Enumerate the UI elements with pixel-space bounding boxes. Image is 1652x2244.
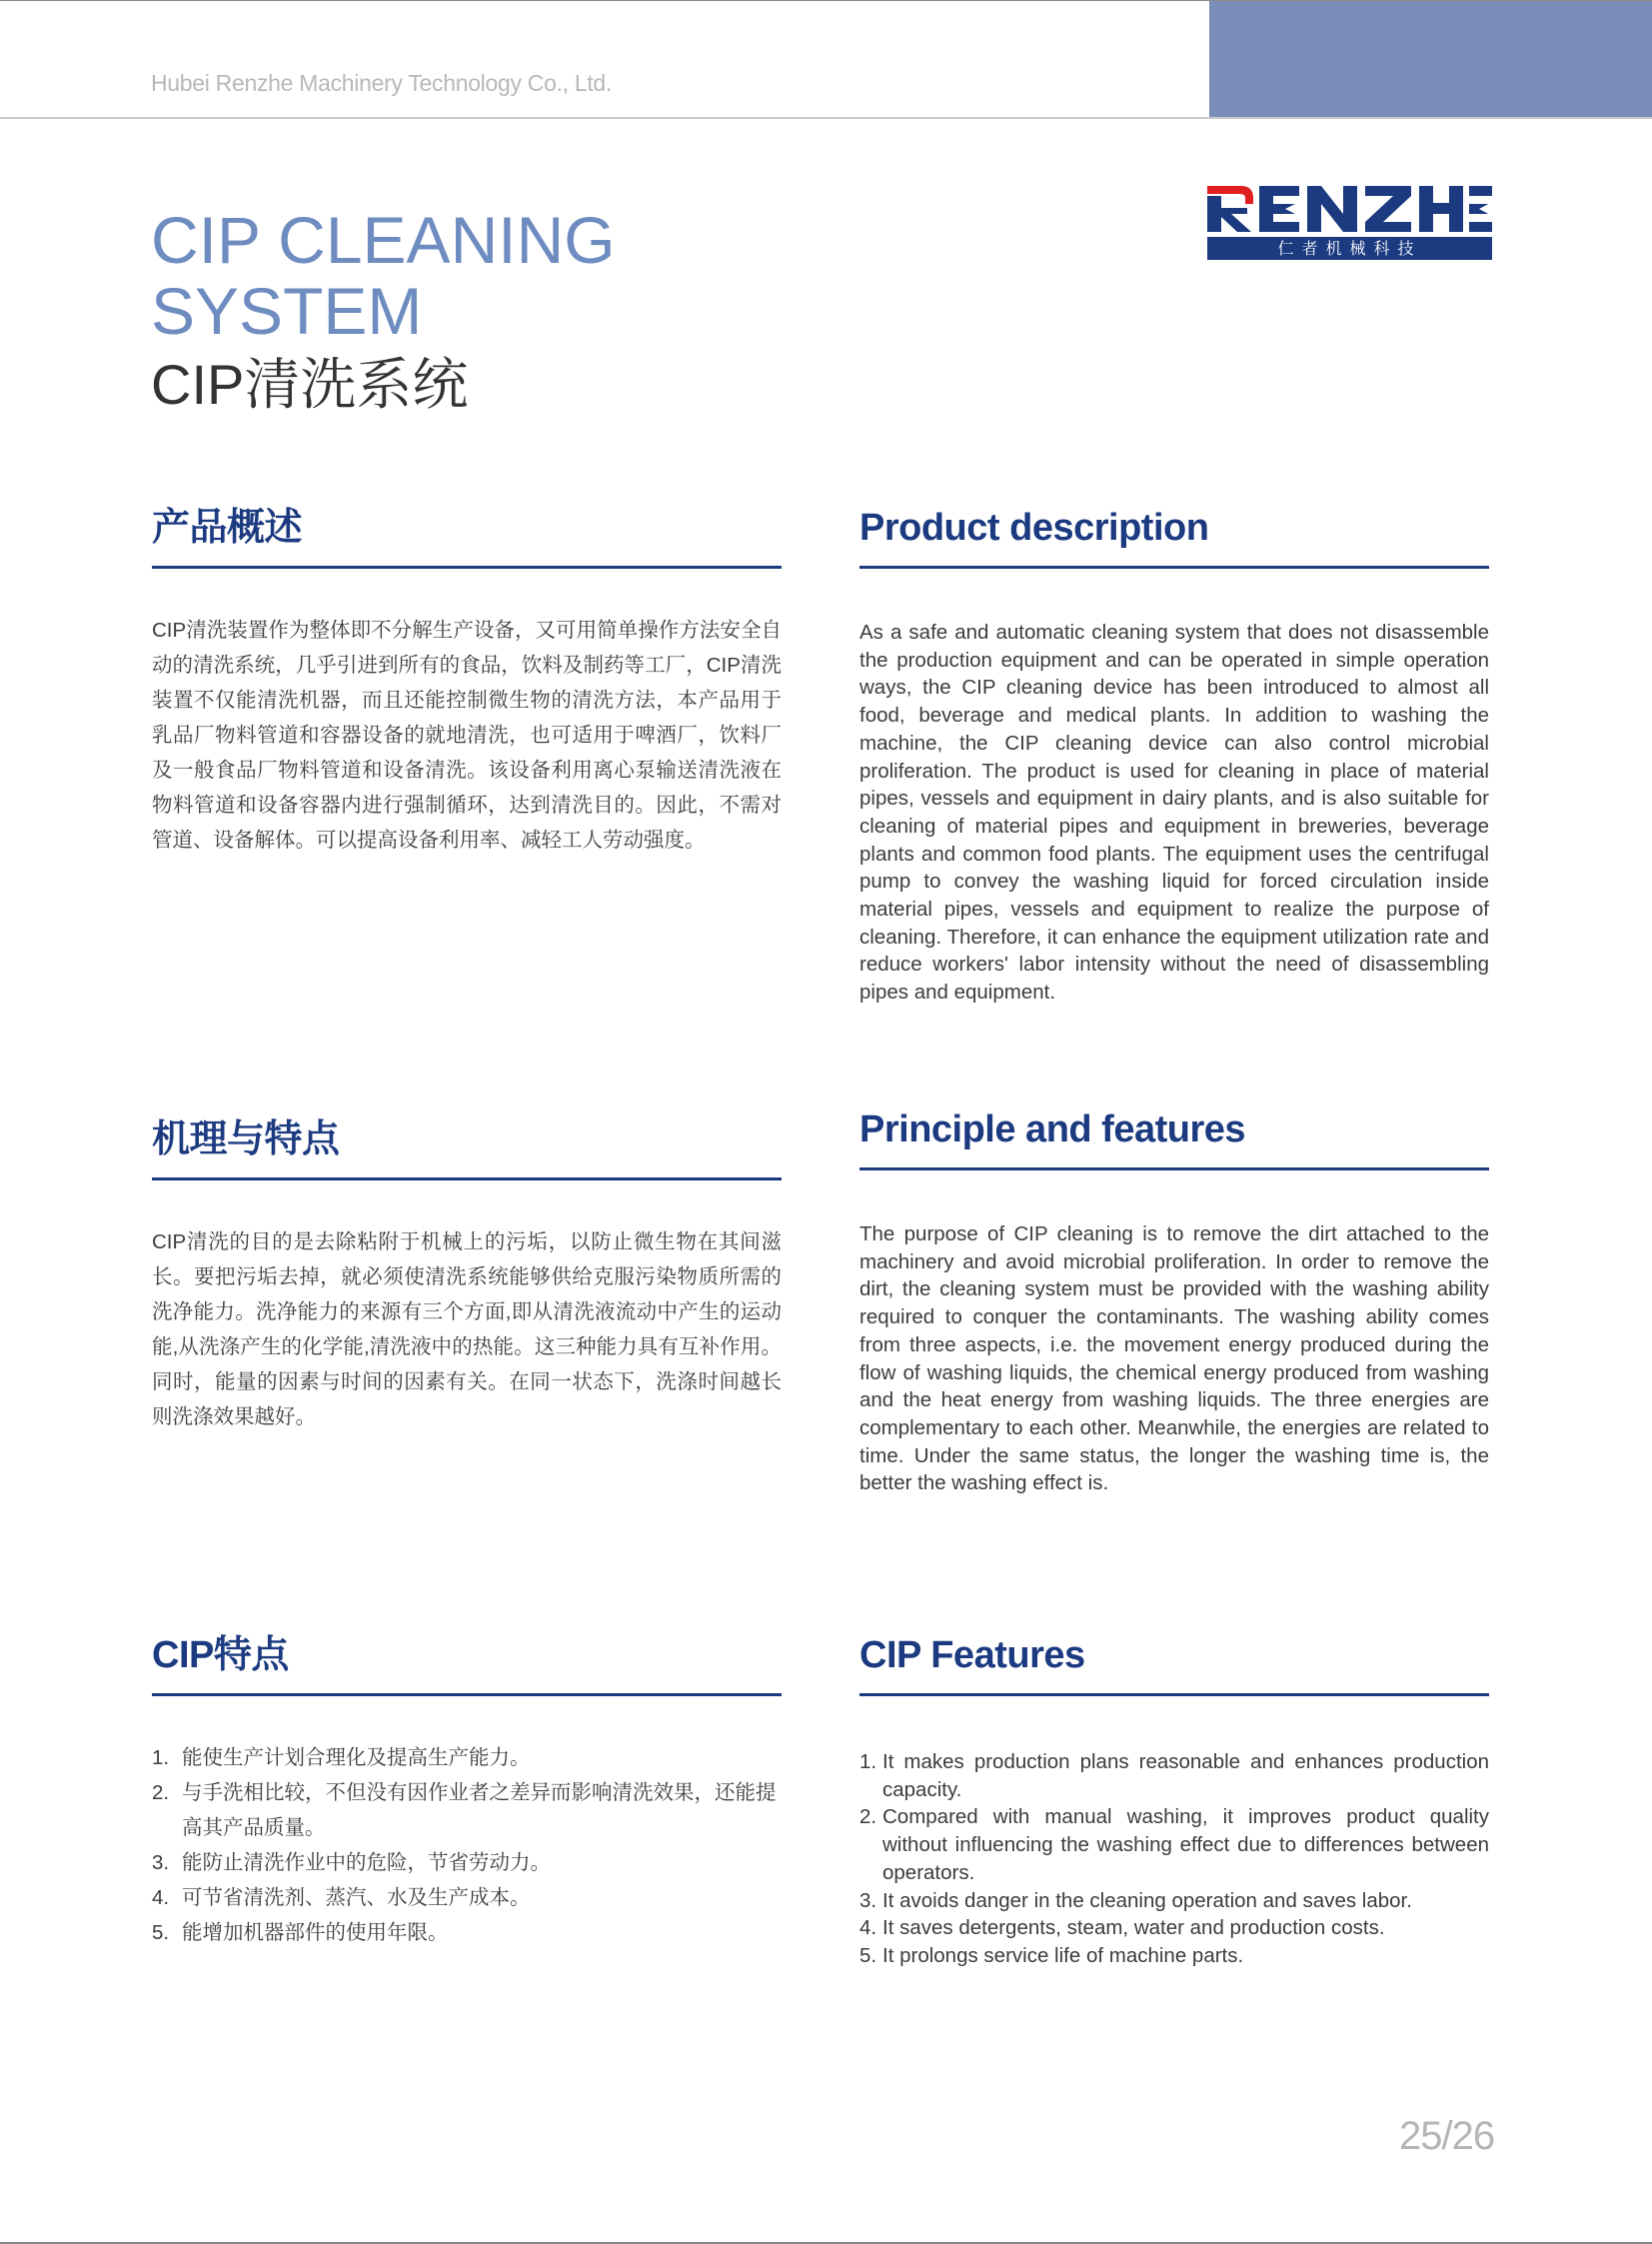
page-title-en-line2: SYSTEM — [151, 274, 423, 348]
section-heading: Product description — [859, 507, 1209, 549]
section-divider — [859, 566, 1489, 569]
page-title-en — [151, 205, 616, 347]
section-divider — [859, 1693, 1489, 1696]
list-item: 3. It avoids danger in the cleaning operation and saves labor. — [859, 1888, 1412, 1912]
renzhe-logo — [1207, 174, 1492, 262]
header-accent-block — [1209, 1, 1652, 117]
list-item: 2. Compared with manual washing, it improves product quality without influencing the washing effect due to differences between operators. — [859, 1805, 1489, 1884]
section-body: As a safe and automatic cleaning system that does not disassemble the production equipment and can be operated in simple operation ways, the CIP cleaning device has been introduced to almost all food, beverage and medical plants. In addition to washing the machine, the CIP cleaning device can also control microbial proliferation. The product is used for cleaning in place of material pipes, vessels and equipment in dairy plants, and is also suitable for cleaning of material pipes and equipment in breweries, beverage plants and common food plants. The equipment uses the centrifugal pump to convey the washing liquid for forced circulation inside material pipes, vessels and equipment to realize the purpose of cleaning. Therefore, it can enhance the equipment utilization rate and reduce workers' labor intensity without the need of disassembling pipes and equipment. — [859, 621, 1489, 1005]
list-item: 5. It prolongs service life of machine parts. — [859, 1943, 1244, 1967]
section-heading: 机理与特点 — [152, 1119, 340, 1160]
section-heading: CIP特点 — [152, 1634, 289, 1676]
feature-list-en — [859, 1748, 1489, 1970]
section-features-en — [859, 1633, 1489, 1970]
section-features-cn — [152, 1633, 782, 1950]
list-item: 3. 能防止清洗作业中的危险，节省劳动力。 — [152, 1851, 551, 1874]
list-item: 4. 可节省清洗剂、蒸汽、水及生产成本。 — [152, 1886, 531, 1909]
section-principle-en — [859, 1108, 1489, 1497]
list-item: 1. 能使生产计划合理化及提高生产能力。 — [152, 1746, 531, 1769]
section-heading: Principle and features — [859, 1109, 1246, 1150]
list-item: 4. It saves detergents, steam, water and production costs. — [859, 1916, 1385, 1940]
section-overview-en — [859, 506, 1489, 1007]
list-item: 1. It makes production plans reasonable and enhances production capacity. — [859, 1750, 1489, 1801]
header-divider — [0, 117, 1652, 119]
section-heading: 产品概述 — [152, 507, 303, 549]
section-heading: CIP Features — [859, 1634, 1085, 1676]
logo-subtitle: 仁者机械科技 — [1277, 239, 1422, 258]
section-divider — [152, 1693, 782, 1696]
page-title-en-line1: CIP CLEANING — [151, 203, 616, 277]
section-principle-cn — [152, 1118, 782, 1434]
list-item: 5. 能增加机器部件的使用年限。 — [152, 1921, 449, 1944]
section-divider — [859, 1167, 1489, 1170]
section-body: The purpose of CIP cleaning is to remove the dirt attached to the machinery and avoid microbial proliferation. In order to remove the dirt, the cleaning system must be provided with the washing ability required to conquer the contaminants. The washing ability comes from three aspects, i.e. the movement energy produced during the flow of washing liquids, the chemical energy produced from washing and the heat energy from washing liquids. The three energies are complementary to each other. Meanwhile, the energies are related to time. Under the same status, the longer the washing time is, the better the washing effect is. — [859, 1222, 1489, 1495]
section-divider — [152, 566, 782, 569]
page-number: 25/26 — [1399, 2114, 1495, 2158]
company-name: Hubei Renzhe Machinery Technology Co., Ltd. — [151, 70, 613, 96]
list-item: 2. 与手洗相比较，不但没有因作业者之差异而影响清洗效果，还能提高其产品质量。 — [152, 1781, 777, 1839]
section-body: CIP清洗装置作为整体即不分解生产设备，又可用简单操作方法安全自动的清洗系统，几乎引进到所有的食品，饮料及制药等工厂，CIP清洗装置不仅能清洗机器，而且还能控制微生物的清洗方法，本产品用于乳品厂物料管道和容器设备的就地清洗，也可适用于啤酒厂，饮料厂及一般食品厂物料管道和设备清洗。该设备利用离心泵输送清洗液在物料管道和设备容器内进行强制循环，达到清洗目的。因此，不需对管道、设备解体。可以提高设备利用率、减轻工人劳动强度。 — [152, 619, 782, 852]
feature-list-cn — [152, 1740, 782, 1950]
section-body: CIP清洗的目的是去除粘附于机械上的污垢，以防止微生物在其间滋长。要把污垢去掉，就必须使清洗系统能够供给克服污染物质所需的洗净能力。洗净能力的来源有三个方面,即从清洗液流动中产生的运动能,从洗涤产生的化学能,清洗液中的热能。这三种能力具有互补作用。同时，能量的因素与时间的因素有关。在同一状态下，洗涤时间越长则洗涤效果越好。 — [152, 1230, 782, 1428]
section-divider — [152, 1177, 782, 1180]
section-overview-cn — [152, 506, 782, 858]
page-title-cn: CIP清洗系统 — [151, 353, 469, 416]
